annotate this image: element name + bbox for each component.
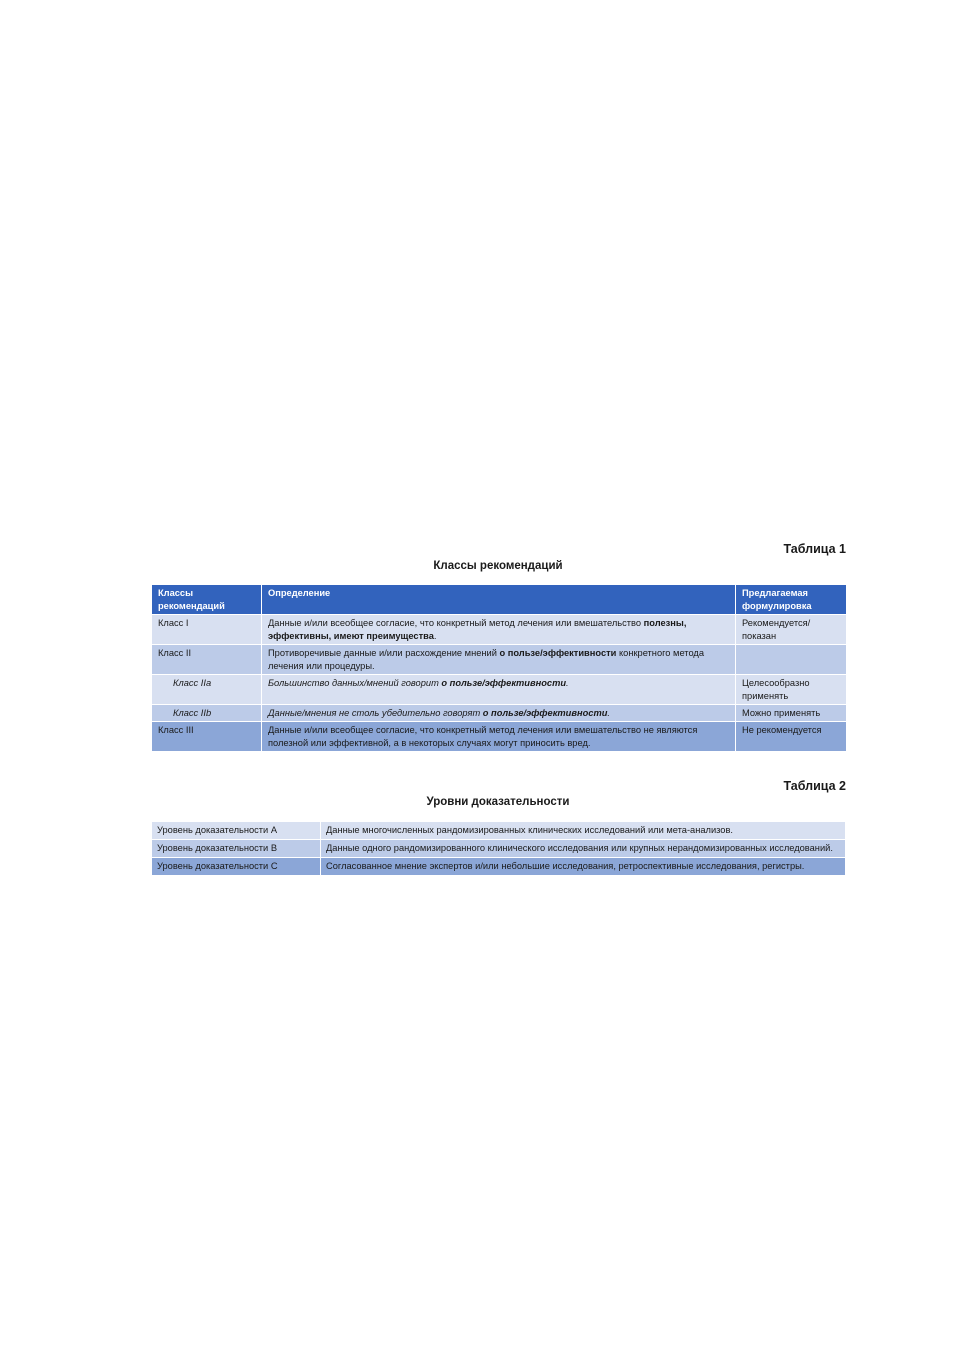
level-description-cell: Согласованное мнение экспертов и/или небольшие исследования, ретроспективные исследования, регистры. (321, 858, 846, 876)
wording-cell: Целесообразно применять (736, 675, 847, 705)
definition-cell: Данные и/или всеобщее согласие, что конкретный метод лечения или вмешательство не являются полезной или эффективной, а в некоторых случаях могут приносить вред. (262, 722, 736, 752)
level-description-cell: Данные многочисленных рандомизированных клинических исследований или мета-анализов. (321, 822, 846, 840)
table1-number: Таблица 1 (783, 542, 846, 556)
class-cell: Класс IIb (152, 705, 262, 722)
level-cell: Уровень доказательности А (152, 822, 321, 840)
table-row (152, 858, 846, 876)
definition-cell: Данные и/или всеобщее согласие, что конкретный метод лечения или вмешательство полезны, эффективны, имеют преимущества. (262, 615, 736, 645)
wording-cell (736, 645, 847, 675)
table1-caption: Классы рекомендаций (433, 560, 563, 572)
table2-caption: Уровни доказательности (426, 796, 570, 808)
class-cell: Класс I (152, 615, 262, 645)
table-row (152, 705, 847, 722)
table-row (152, 840, 846, 858)
header-wording: Предлагаемая формулировка (736, 585, 847, 615)
definition-cell: Данные/мнения не столь убедительно говорят о пользе/эффективности. (262, 705, 736, 722)
definition-cell: Противоречивые данные и/или расхождение мнений о пользе/эффективности конкретного метода лечения или процедуры. (262, 645, 736, 675)
class-cell: Класс III (152, 722, 262, 752)
level-cell: Уровень доказательности С (152, 858, 321, 876)
class-cell: Класс IIa (152, 675, 262, 705)
table-row (152, 615, 847, 645)
evidence-levels-table (151, 821, 846, 876)
wording-cell: Рекомендуется/ показан (736, 615, 847, 645)
level-description-cell: Данные одного рандомизированного клинического исследования или крупных нерандомизированных исследований. (321, 840, 846, 858)
wording-cell: Можно применять (736, 705, 847, 722)
recommendation-classes-table (151, 584, 847, 752)
table2-number: Таблица 2 (783, 779, 846, 793)
wording-cell: Не рекомендуется (736, 722, 847, 752)
table-row (152, 645, 847, 675)
table-header-row (152, 585, 847, 615)
level-cell: Уровень доказательности В (152, 840, 321, 858)
header-definition: Определение (262, 585, 736, 615)
definition-cell: Большинство данных/мнений говорит о пользе/эффективности. (262, 675, 736, 705)
table-row (152, 675, 847, 705)
class-cell: Класс II (152, 645, 262, 675)
table-row (152, 822, 846, 840)
header-classes: Классы рекомендаций (152, 585, 262, 615)
table-row (152, 722, 847, 752)
